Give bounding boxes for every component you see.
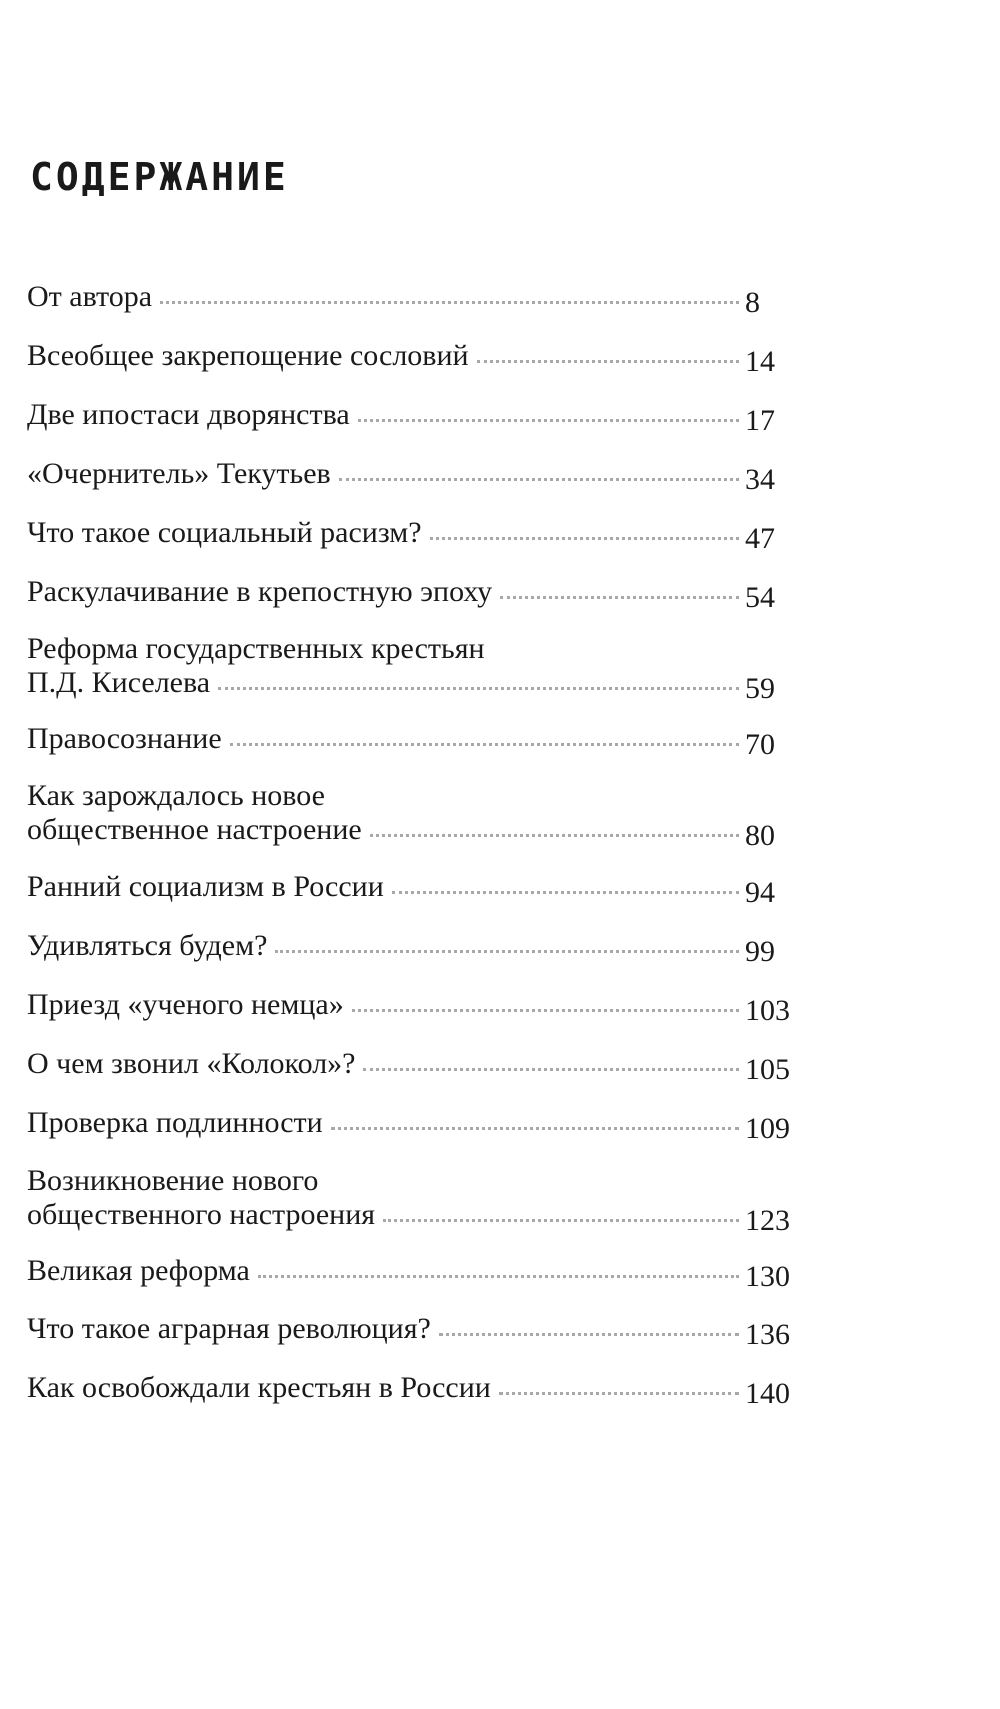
toc-page-number: 59: [745, 672, 775, 705]
toc-entry: [27, 398, 797, 437]
toc-entry: [27, 339, 797, 378]
toc-entry: [27, 929, 797, 968]
toc-page-number: 70: [745, 728, 775, 761]
toc-entry-title: Удивляться будем?: [27, 929, 268, 962]
toc-entry: [27, 722, 797, 761]
toc-entry-title-line: Реформа государственных крестьян: [27, 632, 485, 665]
toc-entry: [27, 870, 797, 909]
toc-entry-row: [27, 398, 797, 437]
toc-entry-title: П.Д. Киселева: [27, 666, 211, 699]
toc-entry-title: «Очернитель» Текутьев: [27, 457, 331, 490]
toc-entry-title: Великая реформа: [27, 1254, 250, 1287]
toc-page-number: 8: [745, 286, 760, 319]
toc-entry: [27, 988, 797, 1027]
toc-entry-row: [27, 1254, 797, 1293]
toc-entry: [27, 516, 797, 555]
toc-entry-title: Ранний социализм в России: [27, 870, 384, 903]
toc-entry-title: Две ипостаси дворянства: [27, 398, 350, 431]
toc-entry-title: Что такое социальный расизм?: [27, 516, 422, 549]
toc-entry-title: Раскулачивание в крепостную эпоху: [27, 575, 493, 608]
toc-entry-row: [27, 870, 797, 909]
toc-entry-row: [27, 1198, 797, 1237]
toc-entry: [27, 1371, 797, 1410]
toc-entry: [27, 1254, 797, 1293]
toc-entry-title: От автора: [27, 280, 153, 313]
dot-leader: [352, 1009, 739, 1012]
toc-entry-title: общественного настроения: [27, 1198, 376, 1231]
toc-entry-title: Как освобождали крестьян в России: [27, 1371, 491, 1404]
toc-entry-title: общественное настроение: [27, 813, 362, 846]
dot-leader: [370, 834, 739, 837]
dot-leader: [358, 419, 739, 422]
toc-entry: [27, 1047, 797, 1086]
page-title: СОДЕРЖАНИЕ: [30, 155, 289, 199]
dot-leader: [258, 1275, 739, 1278]
toc-entry: [27, 1164, 797, 1237]
dot-leader: [230, 743, 739, 746]
dot-leader: [331, 1127, 739, 1130]
toc-entry: [27, 779, 797, 852]
toc-page-number: 14: [745, 345, 775, 378]
toc-entry-title: Проверка подлинности: [27, 1106, 323, 1139]
dot-leader: [383, 1219, 739, 1222]
dot-leader: [160, 301, 739, 304]
toc-page-number: 103: [745, 994, 790, 1027]
toc-entry-row: [27, 1047, 797, 1086]
dot-leader: [363, 1068, 739, 1071]
toc-entry-row: [27, 1106, 797, 1145]
toc-entry-row: [27, 575, 797, 614]
toc-page-number: 109: [745, 1112, 790, 1145]
toc-entry-title-line: Как зарождалось новое: [27, 779, 325, 812]
toc-entry-row: [27, 1312, 797, 1351]
toc-entry-title: Правосознание: [27, 722, 222, 755]
toc-entry-row: [27, 1371, 797, 1410]
toc-page-number: 94: [745, 876, 775, 909]
toc-entry-row: [27, 457, 797, 496]
toc-entry-title: Что такое аграрная революция?: [27, 1312, 431, 1345]
toc-page-number: 99: [745, 935, 775, 968]
dot-leader: [218, 687, 739, 690]
toc-entry-row: [27, 280, 797, 319]
toc-entry-title-line: Возникновение нового: [27, 1164, 319, 1197]
dot-leader: [275, 950, 739, 953]
toc-page-number: 136: [745, 1318, 790, 1351]
dot-leader: [439, 1333, 739, 1336]
toc-page-number: 105: [745, 1053, 790, 1086]
toc-entry-row: [27, 666, 797, 705]
toc-entry-row: [27, 516, 797, 555]
toc-page-number: 47: [745, 522, 775, 555]
toc-entry-title: Всеобщее закрепощение сословий: [27, 339, 469, 372]
dot-leader: [499, 1392, 739, 1395]
toc-page-number: 34: [745, 463, 775, 496]
toc-page-number: 123: [745, 1204, 790, 1237]
dot-leader: [477, 360, 739, 363]
dot-leader: [339, 478, 739, 481]
toc-page-number: 17: [745, 404, 775, 437]
toc-entry-row: [27, 813, 797, 852]
toc-entry: [27, 1312, 797, 1351]
dot-leader: [392, 891, 739, 894]
toc-entry-title: Приезд «ученого немца»: [27, 988, 344, 1021]
table-of-contents: [27, 0, 797, 1709]
dot-leader: [500, 596, 739, 599]
toc-page-number: 80: [745, 819, 775, 852]
toc-entry: [27, 1106, 797, 1145]
toc-entry: [27, 280, 797, 319]
toc-entry-row: [27, 339, 797, 378]
toc-page-number: 54: [745, 581, 775, 614]
toc-page-number: 130: [745, 1260, 790, 1293]
toc-entry-row: [27, 722, 797, 761]
dot-leader: [430, 537, 739, 540]
toc-entry: [27, 632, 797, 705]
toc-entry-title: О чем звонил «Колокол»?: [27, 1047, 356, 1080]
toc-page-number: 140: [745, 1377, 790, 1410]
toc-entry-row: [27, 929, 797, 968]
toc-entry: [27, 575, 797, 614]
toc-entry: [27, 457, 797, 496]
toc-entry-row: [27, 988, 797, 1027]
